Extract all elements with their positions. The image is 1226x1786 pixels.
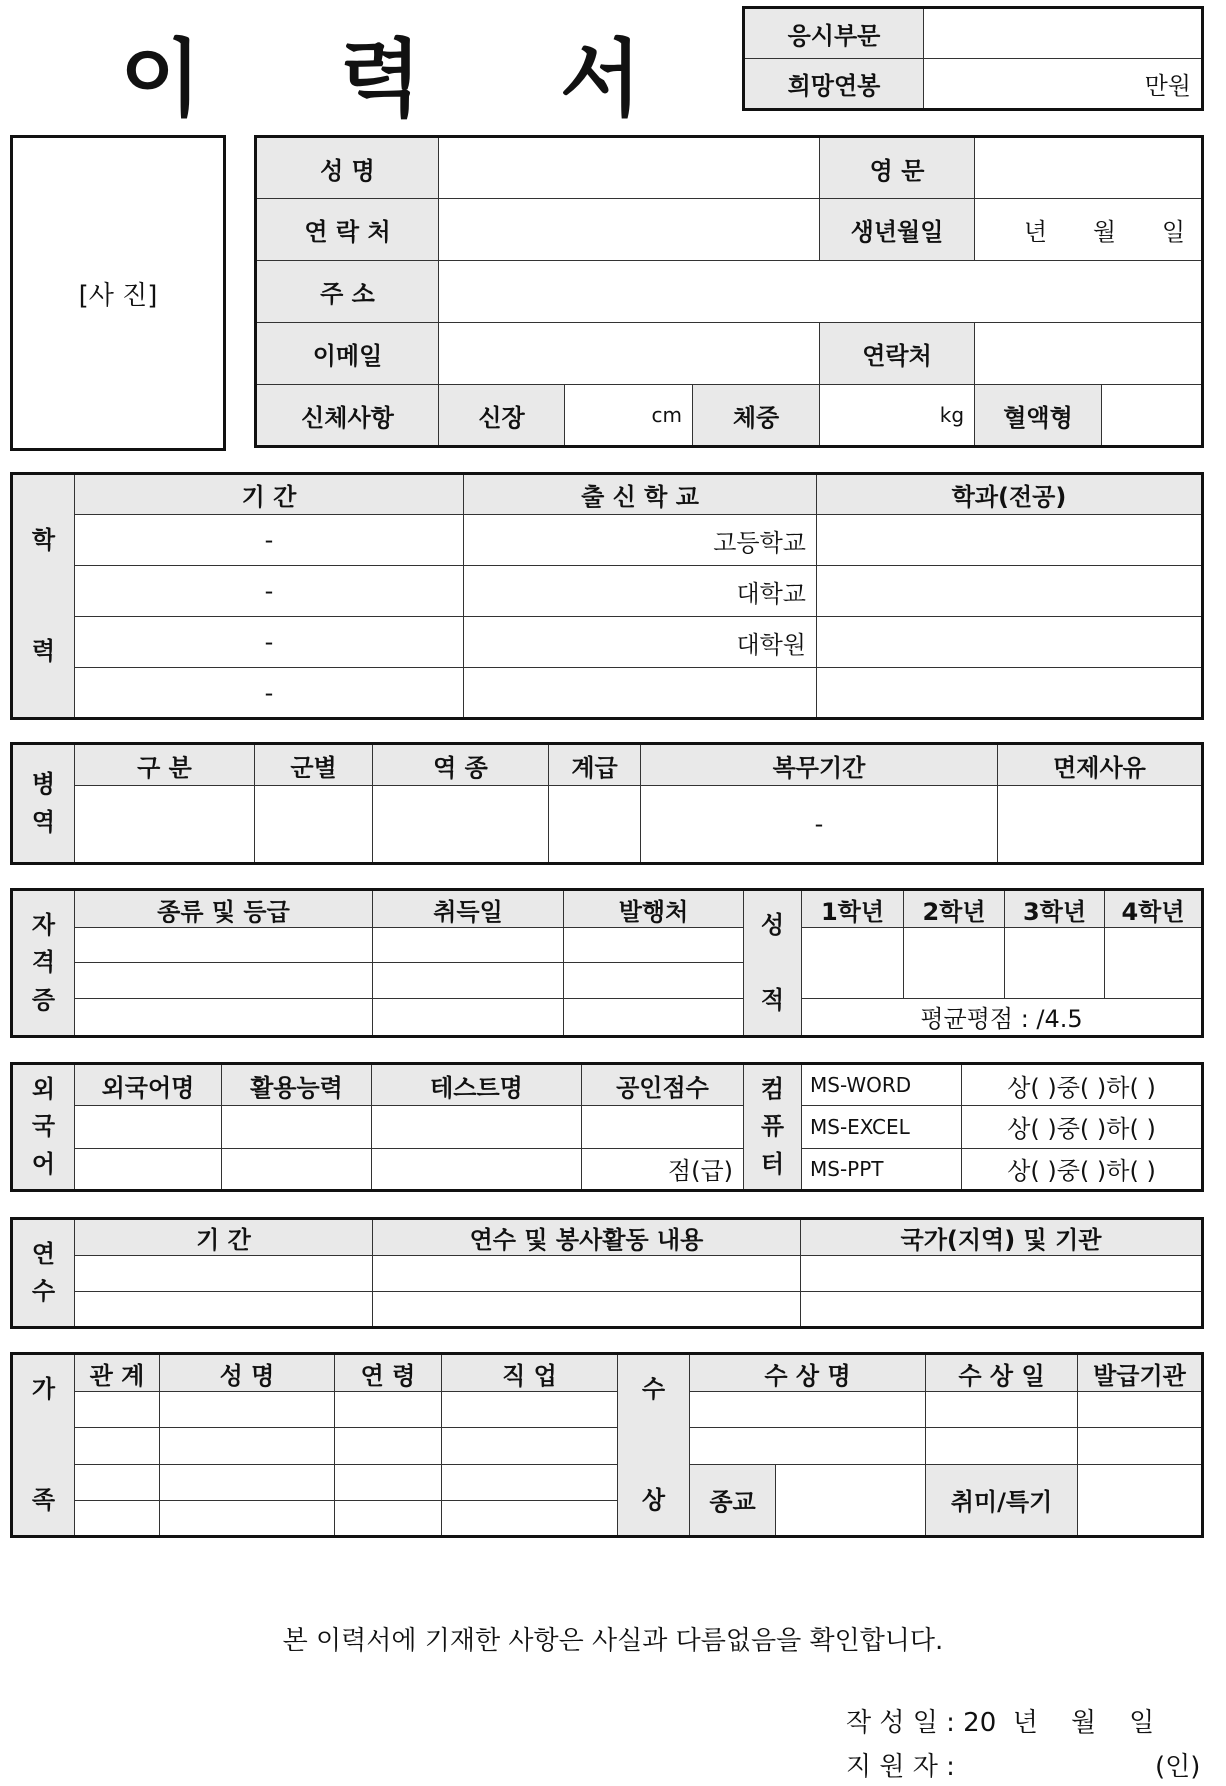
award-issuer-field[interactable] [1078, 1392, 1203, 1428]
grade-year4-field[interactable] [1105, 928, 1203, 998]
education-period[interactable]: - [75, 515, 464, 566]
section-char: 적 [760, 985, 785, 1014]
section-char: 자 [31, 911, 56, 940]
language-section-label [12, 1064, 75, 1191]
license-section-label [12, 890, 75, 1037]
section-char: 력 [31, 637, 56, 666]
hobby-field[interactable] [1078, 1464, 1203, 1536]
license-date-field[interactable] [373, 963, 564, 998]
confirm-statement: 본 이력서에 기재한 사항은 사실과 다름없음을 확인합니다. [282, 1626, 944, 1656]
contact-label: 연 락 처 [256, 199, 439, 261]
training-header-period: 기 간 [75, 1219, 373, 1256]
family-age-field[interactable] [335, 1500, 442, 1536]
education-major[interactable] [817, 617, 1203, 668]
family-header-job: 직 업 [442, 1354, 618, 1392]
education-section-label [12, 474, 75, 719]
photo-box[interactable] [10, 135, 226, 451]
grade-year2-field[interactable] [904, 928, 1005, 998]
section-char: 컴 [760, 1075, 785, 1104]
grades-header-year2: 2학년 [904, 890, 1005, 928]
grades-header-year4: 4학년 [1105, 890, 1203, 928]
education-period[interactable]: - [75, 617, 464, 668]
title-char: 이 [120, 30, 202, 128]
military-rank-field[interactable] [549, 786, 641, 864]
training-content-field[interactable] [373, 1292, 801, 1328]
section-char: 퓨 [760, 1112, 785, 1141]
section-char: 수 [641, 1374, 666, 1403]
seal-mark[interactable]: (인) [1155, 1752, 1201, 1782]
family-name-field[interactable] [160, 1428, 335, 1464]
language-header-name: 외국어명 [75, 1064, 222, 1106]
training-content-field[interactable] [373, 1256, 801, 1292]
birth-year: 년 [1023, 218, 1048, 246]
military-section-label [12, 744, 75, 864]
family-section-label [12, 1354, 75, 1537]
license-header-date: 취득일 [373, 890, 564, 928]
computer-section-label [744, 1064, 802, 1191]
language-header-score: 공인점수 [582, 1064, 744, 1106]
contact2-field[interactable] [975, 323, 1203, 385]
family-name-field[interactable] [160, 1464, 335, 1500]
language-test-field[interactable] [372, 1148, 582, 1190]
weight-unit: kg [939, 403, 965, 427]
training-org-field[interactable] [801, 1256, 1203, 1292]
language-computer-table [10, 1062, 1204, 1192]
military-exempt-field[interactable] [998, 786, 1203, 864]
training-header-content: 연수 및 봉사활동 내용 [373, 1219, 801, 1256]
award-issuer-field[interactable] [1078, 1428, 1203, 1464]
height-unit: cm [651, 403, 682, 427]
family-job-field[interactable] [442, 1428, 618, 1464]
award-date-field[interactable] [926, 1428, 1078, 1464]
license-header-issuer: 발행처 [564, 890, 744, 928]
weight-field[interactable] [820, 385, 975, 447]
language-score-field[interactable] [582, 1148, 744, 1190]
family-name-field[interactable] [160, 1392, 335, 1428]
education-period[interactable]: - [75, 566, 464, 617]
gpa-field[interactable]: 평균평점 : /4.5 [802, 998, 1203, 1036]
license-date-field[interactable] [373, 928, 564, 963]
birth-day: 일 [1161, 218, 1185, 246]
section-char: 어 [31, 1149, 56, 1178]
awards-header-name: 수 상 명 [690, 1354, 926, 1392]
score-unit: 점(급) [667, 1157, 733, 1186]
name-field[interactable] [439, 137, 820, 199]
family-header-relation: 관 계 [75, 1354, 160, 1392]
education-major[interactable] [817, 566, 1203, 617]
education-school[interactable]: 대학원 [464, 617, 817, 668]
license-date-field[interactable] [373, 998, 564, 1036]
education-header-period: 기 간 [75, 474, 464, 515]
language-name-field[interactable] [75, 1148, 222, 1190]
birth-month: 월 [1092, 218, 1117, 246]
language-ability-field[interactable] [222, 1148, 372, 1190]
award-date-field[interactable] [926, 1392, 1078, 1428]
language-name-field[interactable] [75, 1106, 222, 1148]
email-label: 이메일 [256, 323, 439, 385]
language-ability-field[interactable] [222, 1106, 372, 1148]
license-type-field[interactable] [75, 928, 373, 963]
military-table [10, 742, 1204, 865]
training-period-field[interactable] [75, 1292, 373, 1328]
grades-header-year3: 3학년 [1005, 890, 1105, 928]
military-header-period: 복무기간 [641, 744, 998, 786]
date-line: 작 성 일 : 20 년 월 일 [846, 1708, 1155, 1738]
license-type-field[interactable] [75, 998, 373, 1036]
section-char: 가 [31, 1374, 56, 1403]
license-issuer-field[interactable] [564, 998, 744, 1036]
military-header-type: 구 분 [75, 744, 255, 786]
award-name-field[interactable] [690, 1428, 926, 1464]
section-char: 외 [31, 1075, 56, 1104]
family-age-field[interactable] [335, 1464, 442, 1500]
body-label: 신체사항 [256, 385, 439, 447]
license-header-type: 종류 및 등급 [75, 890, 373, 928]
training-section-label [12, 1219, 75, 1328]
birth-label: 생년월일 [820, 199, 975, 261]
english-name-field[interactable] [975, 137, 1203, 199]
family-relation-field[interactable] [75, 1392, 160, 1428]
title-char: 서 [560, 30, 642, 128]
language-score-field[interactable] [582, 1106, 744, 1148]
hope-salary-field[interactable] [924, 59, 1203, 110]
family-relation-field[interactable] [75, 1428, 160, 1464]
contact-field[interactable] [439, 199, 820, 261]
family-header-name: 성 명 [160, 1354, 335, 1392]
family-relation-field[interactable] [75, 1464, 160, 1500]
section-char: 수 [31, 1277, 56, 1305]
section-char: 성 [760, 911, 785, 940]
title-char: 력 [340, 30, 422, 128]
address-label: 주 소 [256, 261, 439, 323]
education-period[interactable]: - [75, 668, 464, 719]
email-field[interactable] [439, 323, 820, 385]
family-age-field[interactable] [335, 1392, 442, 1428]
awards-header-issuer: 발급기관 [1078, 1354, 1203, 1392]
section-char: 격 [31, 948, 56, 977]
computer-item-name: MS-PPT [802, 1148, 962, 1190]
section-char: 병 [31, 770, 56, 799]
education-major[interactable] [817, 515, 1203, 566]
computer-item-name: MS-WORD [802, 1064, 962, 1106]
family-name-field[interactable] [160, 1500, 335, 1536]
section-char: 국 [31, 1112, 56, 1141]
english-name-label: 영 문 [820, 137, 975, 199]
education-header-school: 출 신 학 교 [464, 474, 817, 515]
education-school[interactable]: 고등학교 [464, 515, 817, 566]
family-job-field[interactable] [442, 1500, 618, 1536]
section-char: 상 [641, 1486, 666, 1515]
computer-item-name: MS-EXCEL [802, 1106, 962, 1148]
training-table [10, 1217, 1204, 1329]
award-name-field[interactable] [690, 1392, 926, 1428]
salary-unit: 만원 [1144, 72, 1191, 100]
language-header-test: 테스트명 [372, 1064, 582, 1106]
grades-section-label [744, 890, 802, 1037]
military-role-field[interactable] [373, 786, 549, 864]
blood-label: 혈액형 [975, 385, 1102, 447]
military-branch-field[interactable] [255, 786, 373, 864]
grade-year1-field[interactable] [802, 928, 904, 998]
license-type-field[interactable] [75, 963, 373, 998]
license-grades-table [10, 888, 1204, 1038]
education-major[interactable] [817, 668, 1203, 719]
language-header-ability: 활용능력 [222, 1064, 372, 1106]
training-header-org: 국가(지역) 및 기관 [801, 1219, 1203, 1256]
hobby-label: 취미/특기 [926, 1464, 1078, 1536]
family-age-field[interactable] [335, 1428, 442, 1464]
height-field[interactable] [565, 385, 693, 447]
education-table [10, 472, 1204, 720]
family-relation-field[interactable] [75, 1500, 160, 1536]
computer-item-level[interactable]: 상( )중( )하( ) [962, 1148, 1203, 1190]
awards-section-label [618, 1354, 690, 1537]
header-table [742, 6, 1204, 111]
training-org-field[interactable] [801, 1292, 1203, 1328]
apply-dept-label: 응시부문 [744, 8, 924, 59]
section-char: 연 [31, 1239, 56, 1268]
training-period-field[interactable] [75, 1256, 373, 1292]
section-char: 족 [31, 1486, 56, 1515]
military-period-field[interactable]: - [641, 786, 998, 864]
military-header-exempt: 면제사유 [998, 744, 1203, 786]
military-header-role: 역 종 [373, 744, 549, 786]
birth-field[interactable] [975, 199, 1203, 261]
education-school[interactable] [464, 668, 817, 719]
military-header-branch: 군별 [255, 744, 373, 786]
section-char: 터 [760, 1149, 785, 1178]
grades-header-year1: 1학년 [802, 890, 904, 928]
religion-label: 종교 [690, 1464, 776, 1536]
weight-label: 체중 [693, 385, 820, 447]
military-type-field[interactable] [75, 786, 255, 864]
education-school[interactable]: 대학교 [464, 566, 817, 617]
blood-field[interactable] [1102, 385, 1203, 447]
personal-table [254, 135, 1204, 448]
education-header-major: 학과(전공) [817, 474, 1203, 515]
address-field[interactable] [439, 261, 1203, 323]
awards-header-date: 수 상 일 [926, 1354, 1078, 1392]
computer-item-level[interactable]: 상( )중( )하( ) [962, 1106, 1203, 1148]
contact2-label: 연락처 [820, 323, 975, 385]
license-issuer-field[interactable] [564, 928, 744, 963]
hope-salary-label: 희망연봉 [744, 59, 924, 110]
name-label: 성 명 [256, 137, 439, 199]
language-test-field[interactable] [372, 1106, 582, 1148]
family-header-age: 연 령 [335, 1354, 442, 1392]
grade-year3-field[interactable] [1005, 928, 1105, 998]
section-char: 학 [31, 525, 56, 554]
apply-dept-field[interactable] [924, 8, 1203, 59]
section-char: 증 [31, 985, 56, 1014]
applicant-label: 지 원 자 : [846, 1752, 955, 1782]
computer-item-level[interactable]: 상( )중( )하( ) [962, 1064, 1203, 1106]
family-job-field[interactable] [442, 1392, 618, 1428]
religion-field[interactable] [776, 1464, 926, 1536]
photo-placeholder: [사 진] [78, 280, 158, 311]
family-job-field[interactable] [442, 1464, 618, 1500]
section-char: 역 [31, 807, 56, 836]
military-header-rank: 계급 [549, 744, 641, 786]
height-label: 신장 [439, 385, 565, 447]
license-issuer-field[interactable] [564, 963, 744, 998]
family-awards-table [10, 1352, 1204, 1538]
